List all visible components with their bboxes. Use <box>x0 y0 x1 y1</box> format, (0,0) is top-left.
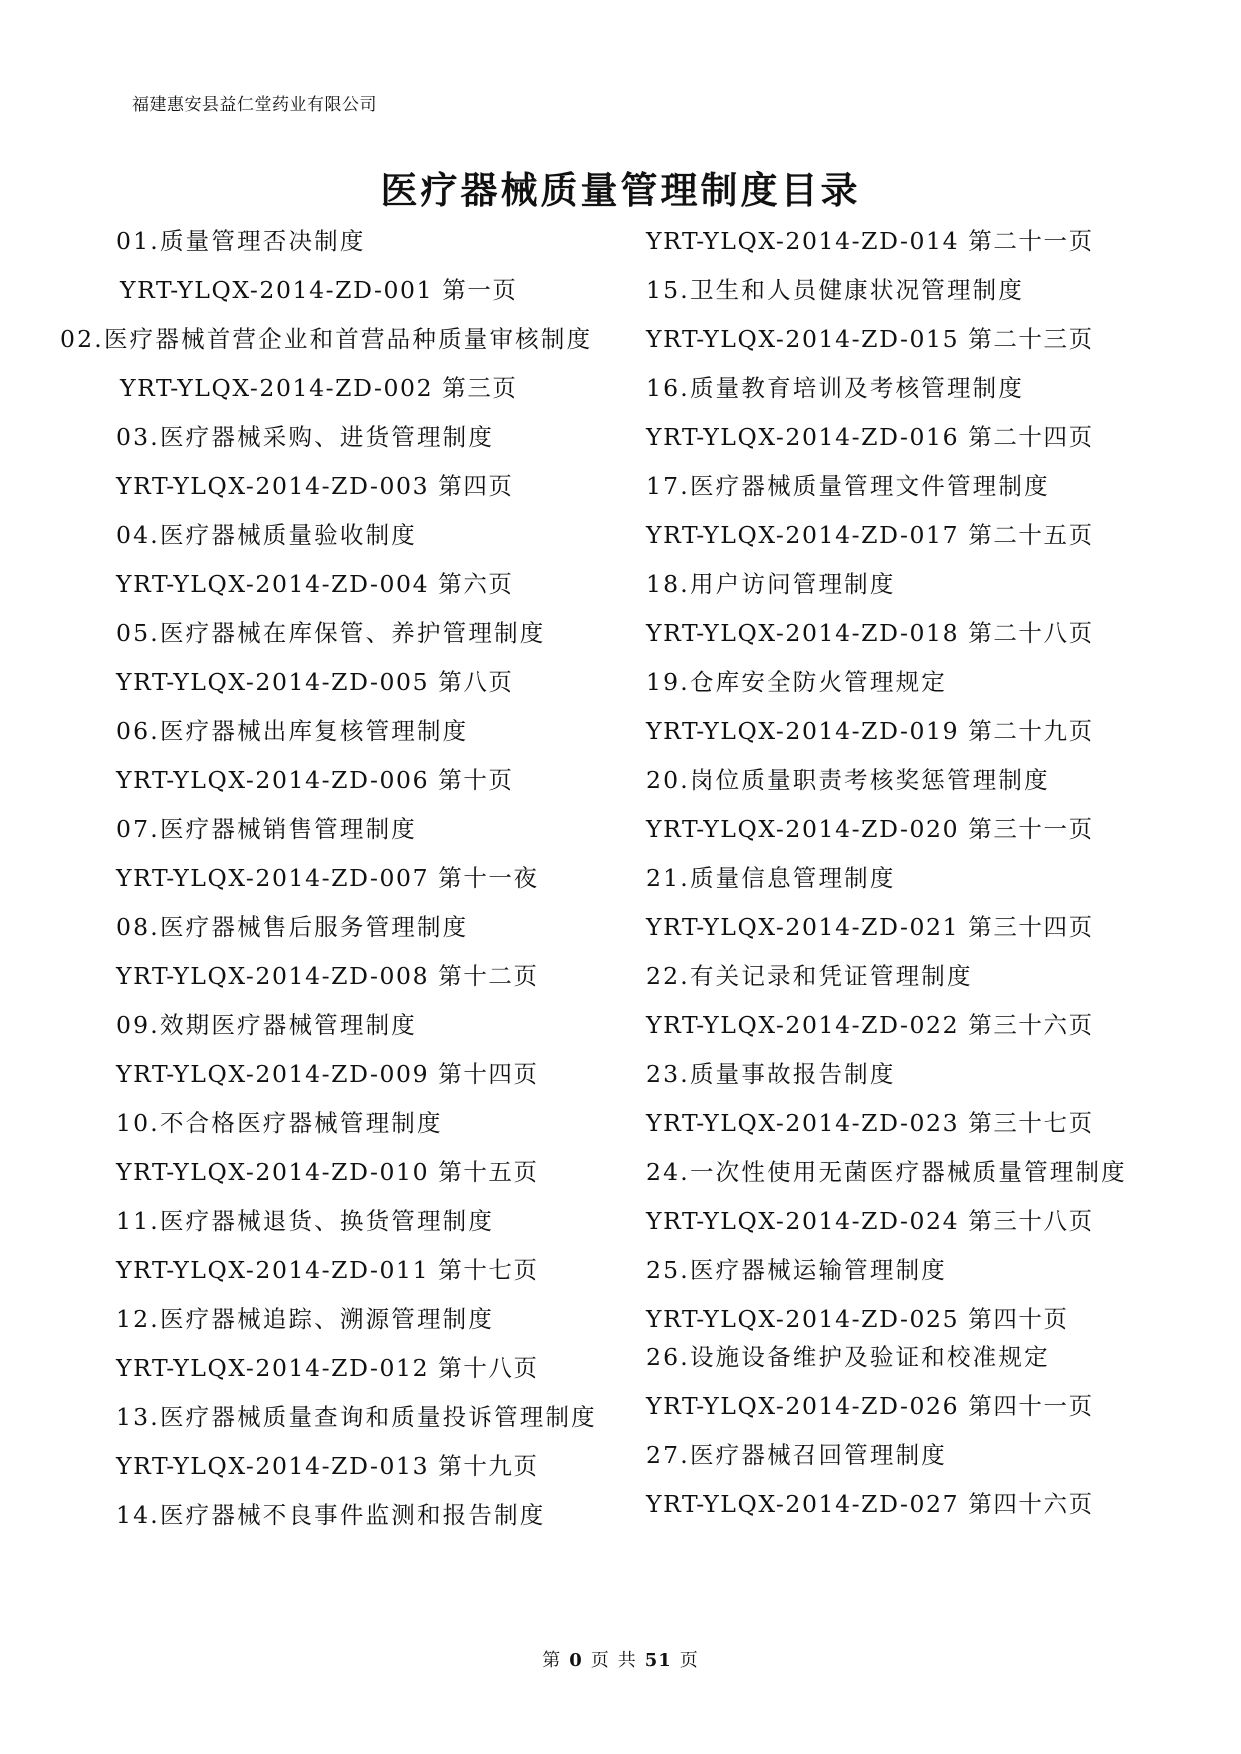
toc-item: 26.设施设备维护及验证和校准规定 <box>646 1343 1050 1371</box>
toc-code: YRT-YLQX-2014-ZD-008 第十二页 <box>116 962 539 990</box>
toc-code: YRT-YLQX-2014-ZD-018 第二十八页 <box>646 619 1094 647</box>
toc-code: YRT-YLQX-2014-ZD-017 第二十五页 <box>646 521 1094 549</box>
toc-item: 20.岗位质量职责考核奖惩管理制度 <box>646 766 1050 794</box>
toc-item: 08.医疗器械售后服务管理制度 <box>116 913 469 941</box>
page-footer <box>0 1646 1241 1672</box>
toc-item: 27.医疗器械召回管理制度 <box>646 1441 947 1469</box>
toc-code: YRT-YLQX-2014-ZD-006 第十页 <box>116 766 514 794</box>
toc-code: YRT-YLQX-2014-ZD-019 第二十九页 <box>646 717 1094 745</box>
toc-code: YRT-YLQX-2014-ZD-025 第四十页 <box>646 1305 1069 1333</box>
toc-item: 11.医疗器械退货、换货管理制度 <box>116 1207 495 1235</box>
toc-code: YRT-YLQX-2014-ZD-007 第十一夜 <box>116 864 539 892</box>
footer-prefix: 第 <box>542 1650 562 1671</box>
toc-code: YRT-YLQX-2014-ZD-002 第三页 <box>120 374 518 402</box>
toc-code: YRT-YLQX-2014-ZD-020 第三十一页 <box>646 815 1094 843</box>
toc-code: YRT-YLQX-2014-ZD-021 第三十四页 <box>646 913 1094 941</box>
toc-code: YRT-YLQX-2014-ZD-024 第三十八页 <box>646 1207 1094 1235</box>
toc-item: 23.质量事故报告制度 <box>646 1060 896 1088</box>
toc-item: 22.有关记录和凭证管理制度 <box>646 962 973 990</box>
toc-code: YRT-YLQX-2014-ZD-010 第十五页 <box>116 1158 539 1186</box>
toc-item: 10.不合格医疗器械管理制度 <box>116 1109 443 1137</box>
toc-right-column <box>646 226 1226 1538</box>
toc-code: YRT-YLQX-2014-ZD-001 第一页 <box>120 276 518 304</box>
footer-suffix: 页 <box>679 1650 699 1671</box>
toc-code: YRT-YLQX-2014-ZD-015 第二十三页 <box>646 325 1094 353</box>
toc-item: 05.医疗器械在库保管、养护管理制度 <box>116 619 546 647</box>
toc-item: 07.医疗器械销售管理制度 <box>116 815 417 843</box>
toc-item: 13.医疗器械质量查询和质量投诉管理制度 <box>116 1403 597 1431</box>
toc-left-column <box>60 226 620 1549</box>
toc-item: 15.卫生和人员健康状况管理制度 <box>646 276 1025 304</box>
toc-item: 17.医疗器械质量管理文件管理制度 <box>646 472 1050 500</box>
toc-code: YRT-YLQX-2014-ZD-012 第十八页 <box>116 1354 539 1382</box>
toc-code: YRT-YLQX-2014-ZD-009 第十四页 <box>116 1060 539 1088</box>
footer-total-word: 共 <box>617 1650 637 1671</box>
toc-code: YRT-YLQX-2014-ZD-027 第四十六页 <box>646 1490 1094 1518</box>
toc-item: 06.医疗器械出库复核管理制度 <box>116 717 469 745</box>
toc-item: 19.仓库安全防火管理规定 <box>646 668 947 696</box>
toc-item: 04.医疗器械质量验收制度 <box>116 521 417 549</box>
toc-code: YRT-YLQX-2014-ZD-014 第二十一页 <box>646 227 1094 255</box>
toc-code: YRT-YLQX-2014-ZD-023 第三十七页 <box>646 1109 1094 1137</box>
toc-item: 21.质量信息管理制度 <box>646 864 896 892</box>
page-title: 医疗器械质量管理制度目录 <box>380 168 861 212</box>
toc-item: 02.医疗器械首营企业和首营品种质量审核制度 <box>60 325 593 353</box>
toc-item: 01.质量管理否决制度 <box>116 227 366 255</box>
toc-item: 14.医疗器械不良事件监测和报告制度 <box>116 1501 546 1529</box>
footer-total-pages: 51 <box>644 1650 672 1671</box>
toc-code: YRT-YLQX-2014-ZD-005 第八页 <box>116 668 514 696</box>
toc-item: 16.质量教育培训及考核管理制度 <box>646 374 1025 402</box>
toc-item: 18.用户访问管理制度 <box>646 570 896 598</box>
toc-item: 12.医疗器械追踪、溯源管理制度 <box>116 1305 495 1333</box>
toc-code: YRT-YLQX-2014-ZD-004 第六页 <box>116 570 514 598</box>
toc-item: 25.医疗器械运输管理制度 <box>646 1256 947 1284</box>
toc-code: YRT-YLQX-2014-ZD-026 第四十一页 <box>646 1392 1094 1420</box>
toc-code: YRT-YLQX-2014-ZD-016 第二十四页 <box>646 423 1094 451</box>
toc-item: 03.医疗器械采购、进货管理制度 <box>116 423 495 451</box>
toc-item: 24.一次性使用无菌医疗器械质量管理制度 <box>646 1158 1127 1186</box>
toc-code: YRT-YLQX-2014-ZD-013 第十九页 <box>116 1452 539 1480</box>
toc-item: 09.效期医疗器械管理制度 <box>116 1011 417 1039</box>
toc-code: YRT-YLQX-2014-ZD-003 第四页 <box>116 472 514 500</box>
company-header: 福建惠安县益仁堂药业有限公司 <box>132 95 377 115</box>
toc-code: YRT-YLQX-2014-ZD-011 第十七页 <box>116 1256 539 1284</box>
footer-page-word: 页 <box>590 1650 610 1671</box>
toc-code: YRT-YLQX-2014-ZD-022 第三十六页 <box>646 1011 1094 1039</box>
footer-current-page: 0 <box>569 1650 583 1671</box>
